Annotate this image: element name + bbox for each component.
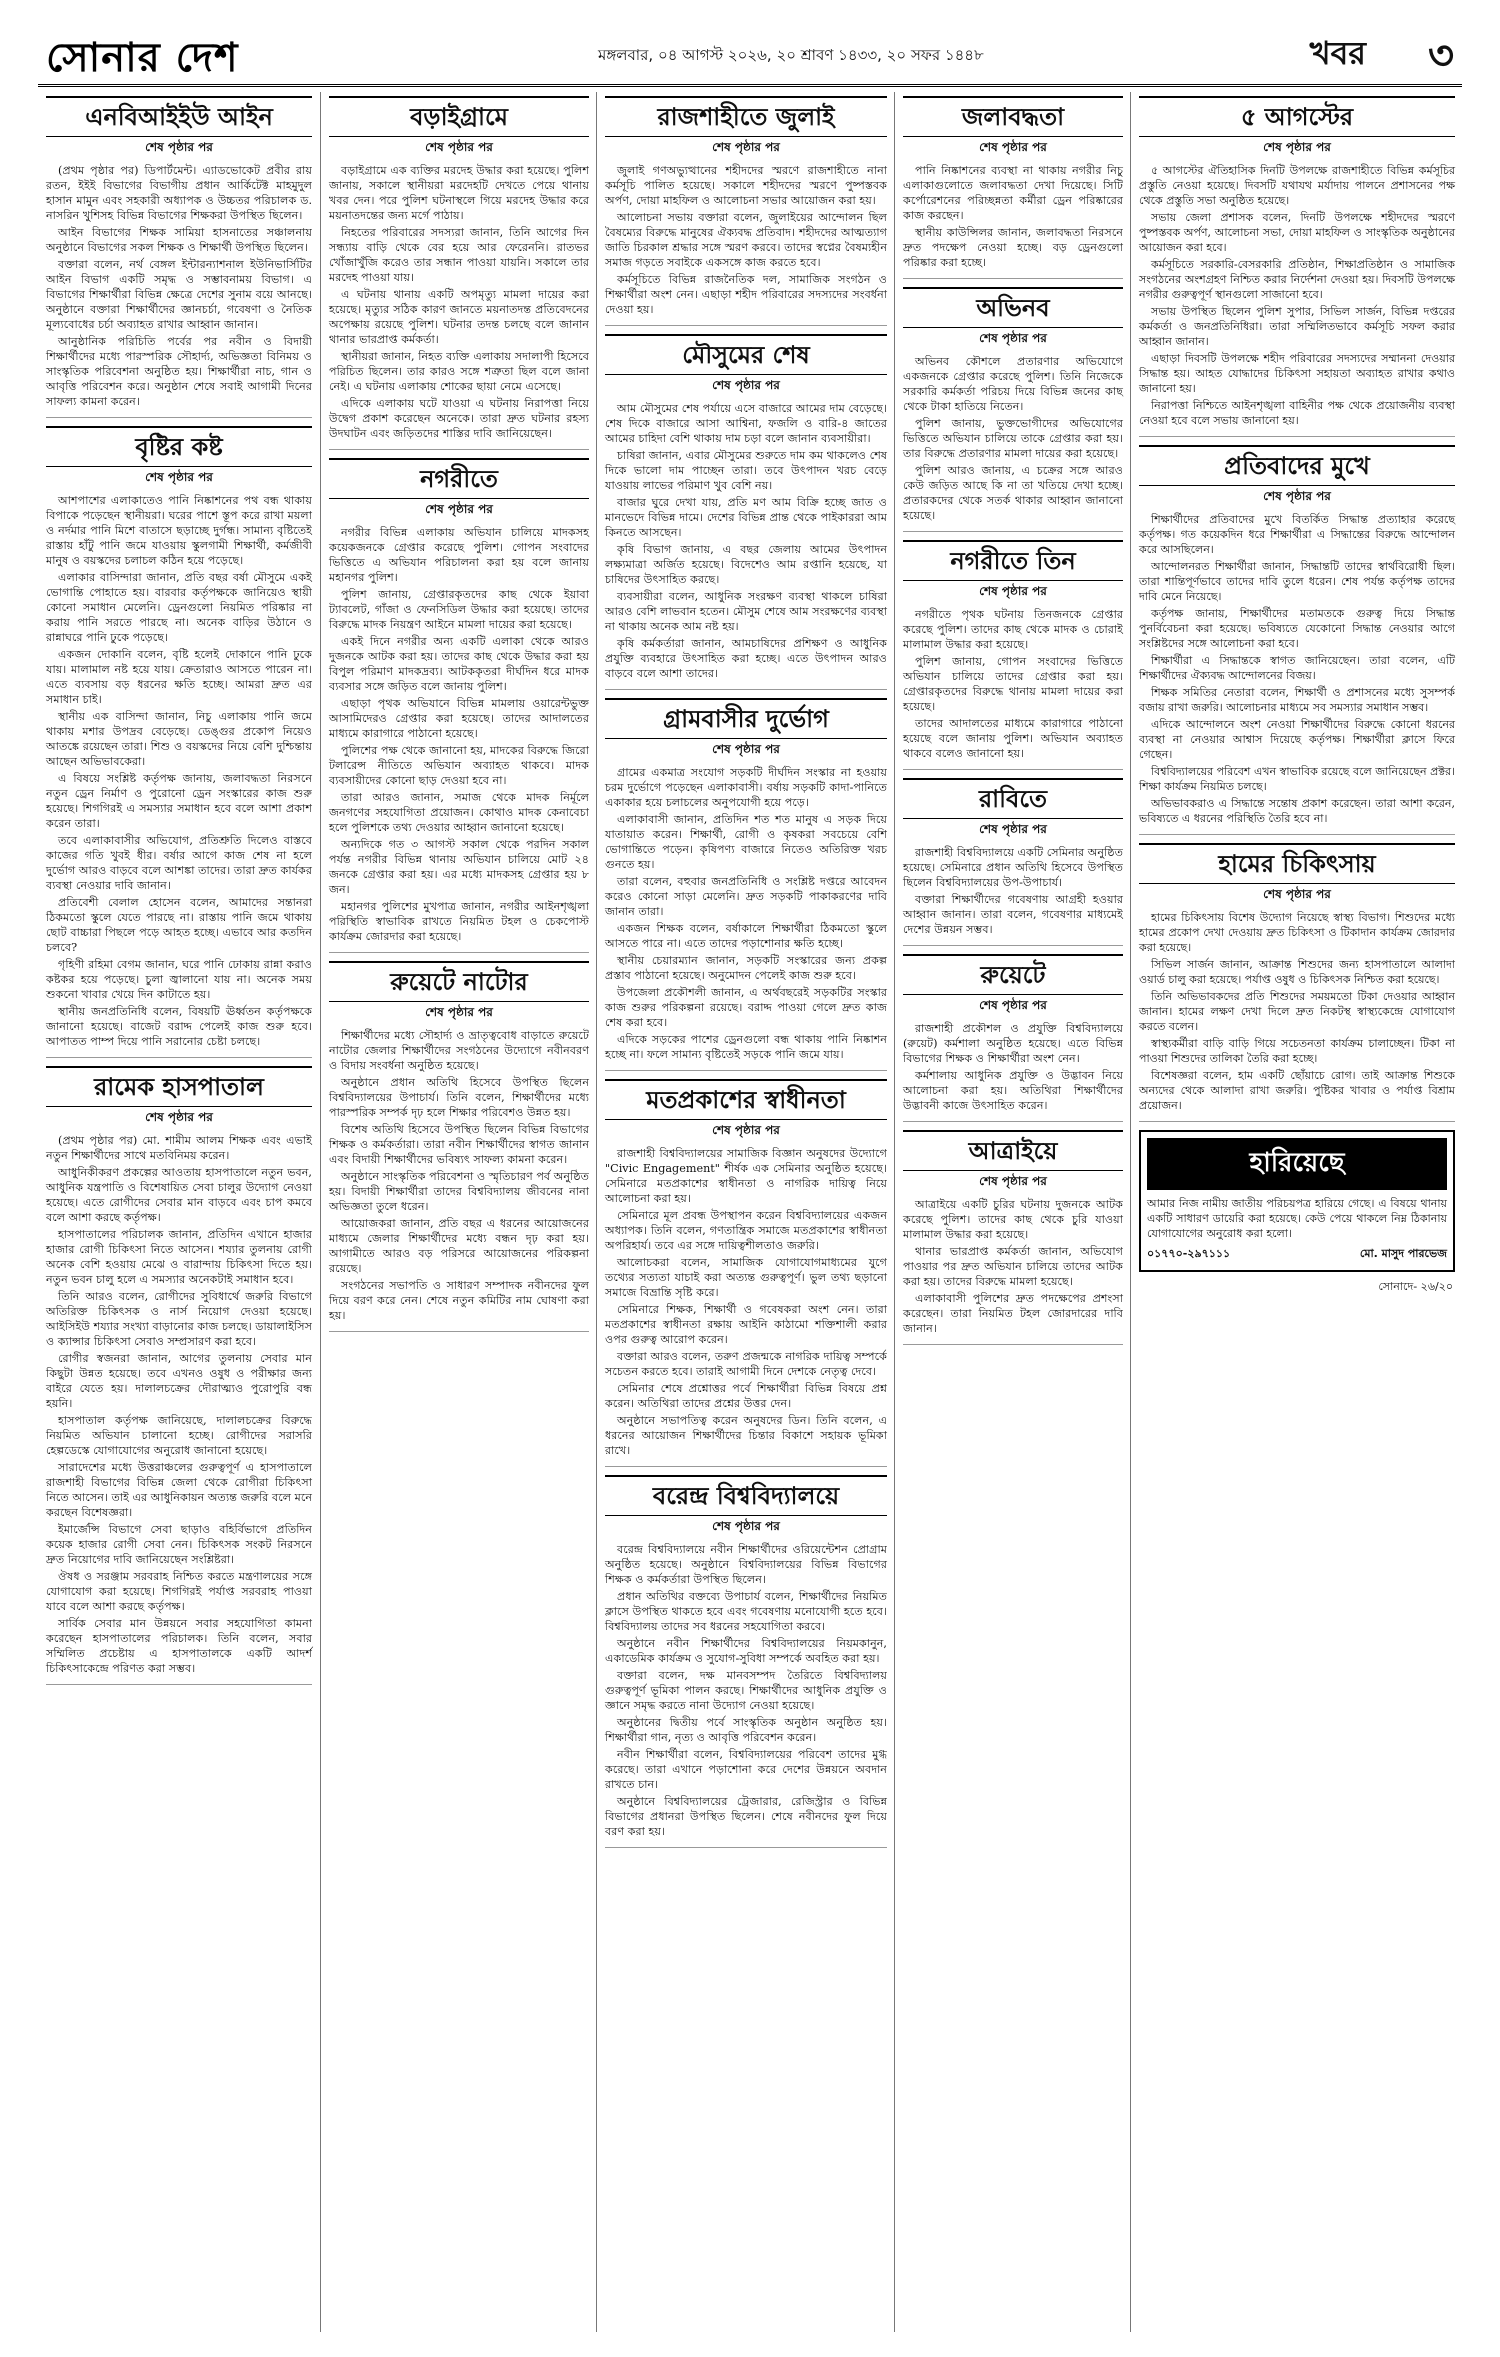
article-body <box>46 1133 312 1676</box>
article-headline: গ্রামবাসীর দুর্ভোগ <box>605 698 887 739</box>
ad-code: সোনাদে- ২৬/২০ <box>1378 1280 1453 1293</box>
continued-label: শেষ পৃষ্ঠার পর <box>145 140 213 154</box>
page-number: ৩ <box>1427 32 1454 79</box>
article-paragraph: বিশেষজ্ঞরা বলেন, হাম একটি ছোঁয়াচে রোগ। তাই আক্রান্ত শিশুকে অন্যদের থেকে আলাদা রাখা জরুরি। পুষ্টিকর খাবার ও পর্যাপ্ত বিশ্রাম প্রয়োজন। <box>1139 1069 1455 1112</box>
continued-label: শেষ পৃষ্ঠার পর <box>425 140 493 154</box>
article-paragraph: তারা বলেন, বহুবার জনপ্রতিনিধি ও সংশ্লিষ্ট দপ্তরে আবেদন করেও কোনো সাড়া মেলেনি। দ্রুত সড়কটি পাকাকরণের দাবি জানান তারা। <box>605 875 887 918</box>
article-paragraph: স্থানীয় চেয়ারম্যান জানান, সড়কটি সংস্কারের জন্য প্রকল্প প্রস্তাব পাঠানো হয়েছে। অনুমোদন পেলেই কাজ শুরু হবে। <box>605 954 887 982</box>
dateline: মঙ্গলবার, ০৪ আগস্ট ২০২৬, ২০ শ্রাবণ ১৪৩৩, ২০ সফর ১৪৪৮ <box>598 46 984 64</box>
article-paragraph: রোগীর স্বজনরা জানান, আগের তুলনায় সেবার মান কিছুটা উন্নত হয়েছে। তবে এখনও ওষুধ ও পরীক্ষার জন্য বাইরে যেতে হয়। দালালচক্রের দৌরাত্ম্যও পুরোপুরি বন্ধ হয়নি। <box>46 1352 312 1410</box>
article <box>46 426 312 1058</box>
continued-label: শেষ পৃষ্ঠার পর <box>425 502 493 516</box>
article-paragraph: শিক্ষার্থীদের মধ্যে সৌহার্দ্য ও ভ্রাতৃত্ববোধ বাড়াতে রুয়েটে নাটোর জেলার শিক্ষার্থীদের সংগঠনের উদ্যোগে নবীনবরণ ও বিদায় সংবর্ধনা অনুষ্ঠিত হয়েছে। <box>329 1029 589 1072</box>
continued-label: শেষ পৃষ্ঠার পর <box>1263 887 1331 901</box>
article-paragraph: হাসপাতাল কর্তৃপক্ষ জানিয়েছে, দালালচক্রের বিরুদ্ধে নিয়মিত অভিযান চালানো হচ্ছে। রোগীদের সরাসরি হেল্পডেস্কে যোগাযোগের অনুরোধ জানানো হয়েছে। <box>46 1414 312 1457</box>
article-paragraph: স্থানীয় জনপ্রতিনিধি বলেন, বিষয়টি ঊর্ধ্বতন কর্তৃপক্ষকে জানানো হয়েছে। বাজেট বরাদ্দ পেলেই কাজ শুরু হবে। আপাতত পাম্প দিয়ে পানি সরানোর চেষ্টা চলছে। <box>46 1005 312 1048</box>
article <box>903 96 1123 279</box>
article-paragraph: একই দিনে নগরীর অন্য একটি এলাকা থেকে আরও দুজনকে আটক করা হয়। তাদের কাছ থেকে উদ্ধার করা হয় বিপুল পরিমাণ মাদকদ্রব্য। আটককৃতরা দীর্ঘদিন ধরে মাদক ব্যবসার সঙ্গে জড়িত বলে জানায় পুলিশ। <box>329 635 589 693</box>
article <box>903 1130 1123 1345</box>
article <box>605 1079 887 1467</box>
article-paragraph: নিহতের পরিবারের সদস্যরা জানান, তিনি আগের দিন সন্ধ্যায় বাড়ি থেকে বের হয়ে আর ফেরেননি। রাতভর খোঁজাখুঁজি করেও তার সন্ধান পাওয়া যায়নি। সকালে তার মরদেহ পাওয়া যায়। <box>329 226 589 284</box>
article-paragraph: কৃষি বিভাগ জানায়, এ বছর জেলায় আমের উৎপাদন লক্ষ্যমাত্রা অর্জিত হয়েছে। বিদেশেও আম রপ্তানি হয়েছে, যা চাষিদের উৎসাহিত করছে। <box>605 543 887 586</box>
article-paragraph: এদিকে আন্দোলনে অংশ নেওয়া শিক্ষার্থীদের বিরুদ্ধে কোনো ধরনের ব্যবস্থা না নেওয়ার আশ্বাস দিয়েছে কর্তৃপক্ষ। শিক্ষার্থীরা ক্লাসে ফিরে গেছেন। <box>1139 718 1455 761</box>
article-paragraph: অনুষ্ঠানে সভাপতিত্ব করেন অনুষদের ডিন। তিনি বলেন, এ ধরনের আয়োজন শিক্ষার্থীদের চিন্তার বিকাশে সহায়ক ভূমিকা রাখে। <box>605 1414 887 1457</box>
continued-label: শেষ পৃষ্ঠার পর <box>712 1519 780 1533</box>
article-paragraph: আধুনিকীকরণ প্রকল্পের আওতায় হাসপাতালে নতুন ভবন, আধুনিক যন্ত্রপাতি ও বিশেষায়িত সেবা চালুর উদ্যোগ নেওয়া হয়েছে। এতে রোগীদের সেবার মান বাড়বে এবং চাপ কমবে বলে আশা করছে কর্তৃপক্ষ। <box>46 1166 312 1224</box>
article <box>903 540 1123 770</box>
article-paragraph: অভিভাবকরাও এ সিদ্ধান্তে সন্তোষ প্রকাশ করেছেন। তারা আশা করেন, ভবিষ্যতে এ ধরনের পরিস্থিতি তৈরি হবে না। <box>1139 797 1455 825</box>
article-body <box>329 525 589 944</box>
article-body <box>605 401 887 681</box>
article-paragraph: এলাকাবাসী পুলিশের দ্রুত পদক্ষেপের প্রশংসা করেছেন। তারা নিয়মিত টহল জোরদারের দাবি জানান। <box>903 1292 1123 1335</box>
article-headline: রাজশাহীতে জুলাই <box>605 96 887 137</box>
article-paragraph: স্থানীয় কাউন্সিলর জানান, জলাবদ্ধতা নিরসনে দ্রুত পদক্ষেপ নেওয়া হচ্ছে। বড় ড্রেনগুলো পরিষ্কার করা হচ্ছে। <box>903 226 1123 269</box>
continued-label: শেষ পৃষ্ঠার পর <box>979 584 1047 598</box>
article-paragraph: একজন শিক্ষক বলেন, বর্ষাকালে শিক্ষার্থীরা ঠিকমতো স্কুলে আসতে পারে না। এতে তাদের পড়াশোনার ক্ষতি হচ্ছে। <box>605 922 887 950</box>
article-paragraph: স্থানীয়রা জানান, নিহত ব্যক্তি এলাকায় সদালাপী হিসেবে পরিচিত ছিলেন। তার কারও সঙ্গে শত্রুতা ছিল বলে জানা নেই। এ ঘটনায় এলাকায় শোকের ছায়া নেমে এসেছে। <box>329 350 589 393</box>
article-paragraph: কৃষি কর্মকর্তারা জানান, আমচাষিদের প্রশিক্ষণ ও আধুনিক প্রযুক্তি ব্যবহারে উৎসাহিত করা হচ্ছে। এতে উৎপাদন আরও বাড়বে বলে আশা তাদের। <box>605 637 887 680</box>
article-headline: আত্রাইয়ে <box>903 1130 1123 1171</box>
article-paragraph: গৃহিণী রহিমা বেগম জানান, ঘরে পানি ঢোকায় রান্না করাও কষ্টকর হয়ে পড়েছে। চুলা জ্বালানো যায় না। অনেক সময় শুকনো খাবার খেয়ে দিন কাটাতে হয়। <box>46 958 312 1001</box>
article-paragraph: রাজশাহী প্রকৌশল ও প্রযুক্তি বিশ্ববিদ্যালয়ে (রুয়েট) কর্মশালা অনুষ্ঠিত হয়েছে। এতে বিভিন্ন বিভাগের শিক্ষক ও শিক্ষার্থীরা অংশ নেন। <box>903 1022 1123 1065</box>
article-paragraph: পুলিশ আরও জানায়, এ চক্রের সঙ্গে আরও কেউ জড়িত আছে কি না তা খতিয়ে দেখা হচ্ছে। প্রতারকদের থেকে সতর্ক থাকার আহ্বান জানানো হয়েছে। <box>903 464 1123 522</box>
article-paragraph: শিক্ষার্থীরা এ সিদ্ধান্তকে স্বাগত জানিয়েছেন। তারা বলেন, এটি শিক্ষার্থীদের ঐক্যবদ্ধ আন্দোলনের বিজয়। <box>1139 654 1455 682</box>
article-body <box>1139 910 1455 1113</box>
article-body <box>903 845 1123 937</box>
article-paragraph: রাজশাহী বিশ্ববিদ্যালয়ে একটি সেমিনার অনুষ্ঠিত হয়েছে। সেমিনারে প্রধান অতিথি হিসেবে উপস্থিত ছিলেন বিশ্ববিদ্যালয়ের উপ-উপাচার্য। <box>903 846 1123 889</box>
lost-notice-phone: ০১৭৭০-২৯৭১১১ <box>1147 1247 1231 1260</box>
article-paragraph: সংগঠনের সভাপতি ও সাধারণ সম্পাদক নবীনদের ফুল দিয়ে বরণ করে নেন। শেষে নতুন কমিটির নাম ঘোষণা করা হয়। <box>329 1279 589 1322</box>
article-paragraph: আলোচকরা বলেন, সামাজিক যোগাযোগমাধ্যমের যুগে তথ্যের সত্যতা যাচাই করা অত্যন্ত গুরুত্বপূর্ণ। ভুল তথ্য ছড়ানো সমাজে বিভ্রান্তি সৃষ্টি করে। <box>605 1256 887 1299</box>
continued-label: শেষ পৃষ্ঠার পর <box>712 1123 780 1137</box>
article-paragraph: পুলিশের পক্ষ থেকে জানানো হয়, মাদকের বিরুদ্ধে জিরো টলারেন্স নীতিতে অভিযান অব্যাহত থাকবে। মাদক ব্যবসায়ীদের কোনো ছাড় দেওয়া হবে না। <box>329 744 589 787</box>
article-headline: মতপ্রকাশের স্বাধীনতা <box>605 1079 887 1120</box>
article-paragraph: বক্তারা আরও বলেন, তরুণ প্রজন্মকে নাগরিক দায়িত্ব সম্পর্কে সচেতন করতে হবে। তারাই আগামী দিনে দেশকে নেতৃত্ব দেবে। <box>605 1350 887 1378</box>
article-paragraph: আনুষ্ঠানিক পরিচিতি পর্বের পর নবীন ও বিদায়ী শিক্ষার্থীদের মধ্যে পারস্পরিক সৌহার্দ্য, অভিজ্ঞতা বিনিময় ও সাংস্কৃতিক পরিবেশনা অনুষ্ঠিত হয়। শিক্ষার্থীরা নাচ, গান ও আবৃত্তি পরিবেশন করে। অনুষ্ঠান শেষে সবাই আগামী দিনের সাফল্য কামনা করেন। <box>46 335 312 408</box>
column-1 <box>38 92 320 2332</box>
article-headline: মৌসুমের শেষ <box>605 334 887 375</box>
article <box>329 96 589 450</box>
lost-notice <box>1139 1130 1455 1272</box>
article-paragraph: বিশ্ববিদ্যালয়ের পরিবেশ এখন স্বাভাবিক রয়েছে বলে জানিয়েছেন প্রক্টর। শিক্ষা কার্যক্রম নিয়মিত চলছে। <box>1139 765 1455 793</box>
article <box>605 96 887 326</box>
article-paragraph: সিভিল সার্জন জানান, আক্রান্ত শিশুদের জন্য হাসপাতালে আলাদা ওয়ার্ড চালু করা হয়েছে। পর্যাপ্ত ওষুধ ও চিকিৎসক নিশ্চিত করা হয়েছে। <box>1139 958 1455 986</box>
column-5 <box>1130 92 1463 2332</box>
article-headline: নগরীতে <box>329 458 589 499</box>
article-paragraph: তিনি অভিভাবকদের প্রতি শিশুদের সময়মতো টিকা দেওয়ার আহ্বান জানান। হামের লক্ষণ দেখা দিলে দ্রুত নিকটস্থ স্বাস্থ্যকেন্দ্রে যোগাযোগ করতে বলেন। <box>1139 990 1455 1033</box>
continued-label: শেষ পৃষ্ঠার পর <box>1263 489 1331 503</box>
article-paragraph: অন্যদিকে গত ৩ আগস্ট সকাল থেকে পরদিন সকাল পর্যন্ত নগরীর বিভিন্ন থানায় অভিযান চালিয়ে মোট ২৪ জনকে গ্রেপ্তার করা হয়। এর মধ্যে মাদকসহ গ্রেপ্তার হয় ৮ জন। <box>329 838 589 896</box>
article-paragraph: থানার ভারপ্রাপ্ত কর্মকর্তা জানান, অভিযোগ পাওয়ার পর দ্রুত অভিযান চালিয়ে তাদের আটক করা হয়। তাদের বিরুদ্ধে মামলা হয়েছে। <box>903 1245 1123 1288</box>
lost-notice-text: আমার নিজ নামীয় জাতীয় পরিচয়পত্র হারিয়ে গেছে। এ বিষয়ে থানায় একটি সাধারণ ডায়েরি করা হয়েছে। কেউ পেয়ে থাকলে নিম্ন ঠিকানায় যোগাযোগের অনুরোধ করা হলো। <box>1147 1197 1447 1240</box>
article-body <box>903 607 1123 761</box>
article-paragraph: সভায় জেলা প্রশাসক বলেন, দিনটি উপলক্ষে শহীদদের স্মরণে পুষ্পস্তবক অর্পণ, আলোচনা সভা, দোয়া মাহফিল ও সাংস্কৃতিক অনুষ্ঠানের আয়োজন করা হবে। <box>1139 211 1455 254</box>
continued-label: শেষ পৃষ্ঠার পর <box>145 470 213 484</box>
article-paragraph: (প্রথম পৃষ্ঠার পর) ডিপার্টমেন্ট। এ্যাডভোকেট প্রবীর রায় রতন, ইইই বিভাগের বিভাগীয় প্রধান আর্কিটেক্ট মাহমুদুল হাসান মামুন এবং সহকারী অধ্যাপক ও উচ্চতর পরিচালক ড. নাসরিন খুশিসহ বিভিন্ন বিভাগের শিক্ষকরা উপস্থিত ছিলেন। <box>46 164 312 222</box>
article-paragraph: বক্তারা বলেন, নর্থ বেঙ্গল ইন্টারন্যাশনাল ইউনিভার্সিটির আইন বিভাগ একটি সমৃদ্ধ ও সম্ভাবনাময় বিভাগ। এ বিভাগের শিক্ষার্থীরা বিভিন্ন ক্ষেত্রে দেশের সুনাম বয়ে আনছে। অনুষ্ঠানে বক্তারা শিক্ষার্থীদের জ্ঞানচর্চা, গবেষণা ও নৈতিক মূল্যবোধের চর্চা অব্যাহত রাখার আহ্বান জানান। <box>46 258 312 331</box>
article-paragraph: স্থানীয় এক বাসিন্দা জানান, নিচু এলাকায় পানি জমে থাকায় মশার উপদ্রব বেড়েছে। ডেঙ্গুর প্রকোপ নিয়েও আতঙ্কে রয়েছেন তারা। শিশু ও বয়স্কদের নিয়ে বেশি দুশ্চিন্তায় আছেন অভিভাবকেরা। <box>46 710 312 768</box>
article-paragraph: হাসপাতালের পরিচালক জানান, প্রতিদিন এখানে হাজার হাজার রোগী চিকিৎসা নিতে আসেন। শয্যার তুলনায় রোগী অনেক বেশি হওয়ায় মেঝে ও বারান্দায় চিকিৎসা দিতে হয়। নতুন ভবন চালু হলে এ সমস্যার অনেকটাই সমাধান হবে। <box>46 1228 312 1286</box>
article-paragraph: কর্তৃপক্ষ জানায়, শিক্ষার্থীদের মতামতকে গুরুত্ব দিয়ে সিদ্ধান্ত পুনর্বিবেচনা করা হয়েছে। ভবিষ্যতে যেকোনো সিদ্ধান্ত নেওয়ার আগে সংশ্লিষ্টদের সঙ্গে আলোচনা করা হবে। <box>1139 607 1455 650</box>
column-4 <box>894 92 1131 2332</box>
article-paragraph: নগরীর বিভিন্ন এলাকায় অভিযান চালিয়ে মাদকসহ কয়েকজনকে গ্রেপ্তার করেছে পুলিশ। গোপন সংবাদের ভিত্তিতে এ অভিযান পরিচালনা করা হয় বলে জানায় মহানগর পুলিশ। <box>329 526 589 584</box>
article-paragraph: একজন দোকানি বলেন, বৃষ্টি হলেই দোকানে পানি ঢুকে যায়। মালামাল নষ্ট হয়ে যায়। ক্রেতারাও আসতে পারেন না। এতে ব্যবসায় বড় ধরনের ক্ষতি হচ্ছে। আমরা দ্রুত এর সমাধান চাই। <box>46 648 312 706</box>
article-paragraph: নিরাপত্তা নিশ্চিতে আইনশৃঙ্খলা বাহিনীর পক্ষ থেকে প্রয়োজনীয় ব্যবস্থা নেওয়া হবে বলে সভায় জানানো হয়। <box>1139 399 1455 427</box>
article-paragraph: ইমার্জেন্সি বিভাগে সেবা ছাড়াও বহির্বিভাগে প্রতিদিন কয়েক হাজার রোগী সেবা নেন। চিকিৎসক সংকট নিরসনে দ্রুত নিয়োগের দাবি জানিয়েছেন সংশ্লিষ্টরা। <box>46 1523 312 1566</box>
article-headline: বৃষ্টির কষ্ট <box>46 426 312 467</box>
article-headline: এনবিআইইউ আইন <box>46 96 312 137</box>
article-paragraph: ৫ আগস্টের ঐতিহাসিক দিনটি উপলক্ষে রাজশাহীতে বিভিন্ন কর্মসূচির প্রস্তুতি নেওয়া হয়েছে। দিবসটি যথাযথ মর্যাদায় পালনে প্রশাসনের পক্ষ থেকে প্রস্তুতি সভা অনুষ্ঠিত হয়েছে। <box>1139 164 1455 207</box>
article-body <box>46 493 312 1049</box>
article-paragraph: আলোচনা সভায় বক্তারা বলেন, জুলাইয়ের আন্দোলন ছিল বৈষম্যের বিরুদ্ধে মানুষের ঐক্যবদ্ধ প্রতিবাদ। শহীদদের আত্মত্যাগ জাতি চিরকাল শ্রদ্ধার সঙ্গে স্মরণ করবে। তাদের স্বপ্নের বৈষম্যহীন সমাজ গড়তে সবাইকে একসঙ্গে কাজ করতে হবে। <box>605 211 887 269</box>
section-name: খবর <box>1309 34 1366 72</box>
article-headline: রাবিতে <box>903 778 1123 819</box>
continued-label: শেষ পৃষ্ঠার পর <box>1263 140 1331 154</box>
article-paragraph: বক্তারা শিক্ষার্থীদের গবেষণায় আগ্রহী হওয়ার আহ্বান জানান। তারা বলেন, গবেষণার মাধ্যমেই দেশের উন্নয়ন সম্ভব। <box>903 893 1123 936</box>
article-paragraph: অনুষ্ঠানে সাংস্কৃতিক পরিবেশনা ও স্মৃতিচারণ পর্ব অনুষ্ঠিত হয়। বিদায়ী শিক্ষার্থীরা তাদের বিশ্ববিদ্যালয় জীবনের নানা অভিজ্ঞতা তুলে ধরেন। <box>329 1170 589 1213</box>
article-paragraph: নগরীতে পৃথক ঘটনায় তিনজনকে গ্রেপ্তার করেছে পুলিশ। তাদের কাছ থেকে মাদক ও চোরাই মালামাল উদ্ধার করা হয়েছে। <box>903 608 1123 651</box>
masthead-rule <box>38 84 1462 87</box>
lost-notice-name: মো. মাসুদ পারভেজ <box>1359 1247 1447 1260</box>
article-paragraph: আত্রাইয়ে একটি চুরির ঘটনায় দুজনকে আটক করেছে পুলিশ। তাদের কাছ থেকে চুরি যাওয়া মালামাল উদ্ধার করা হয়েছে। <box>903 1198 1123 1241</box>
article-paragraph: বক্তারা বলেন, দক্ষ মানবসম্পদ তৈরিতে বিশ্ববিদ্যালয় গুরুত্বপূর্ণ ভূমিকা পালন করছে। শিক্ষার্থীদের আধুনিক প্রযুক্তি ও জ্ঞানে সমৃদ্ধ করতে নানা উদ্যোগ নেওয়া হয়েছে। <box>605 1669 887 1712</box>
continued-label: শেষ পৃষ্ঠার পর <box>979 998 1047 1012</box>
article-paragraph: অনুষ্ঠানে প্রধান অতিথি হিসেবে উপস্থিত ছিলেন বিশ্ববিদ্যালয়ের উপাচার্য। তিনি বলেন, শিক্ষার্থীদের মধ্যে পারস্পরিক সম্পর্ক দৃঢ় হলে শিক্ষার পরিবেশও উন্নত হয়। <box>329 1076 589 1119</box>
newspaper-logo: সোনার দেশ <box>46 34 239 81</box>
article-paragraph: এ বিষয়ে সংশ্লিষ্ট কর্তৃপক্ষ জানায়, জলাবদ্ধতা নিরসনে নতুন ড্রেন নির্মাণ ও পুরোনো ড্রেন সংস্কারের কাজ শুরু হয়েছে। শিগগিরই এ সমস্যার সমাধান হবে বলে আশা প্রকাশ করেন তারা। <box>46 772 312 830</box>
article-body <box>903 1197 1123 1336</box>
article-headline: নগরীতে তিন <box>903 540 1123 581</box>
lost-notice-title: হারিয়েছে <box>1147 1138 1447 1190</box>
article-paragraph: অনুষ্ঠানে বিশ্ববিদ্যালয়ের ট্রেজারার, রেজিস্ট্রার ও বিভিন্ন বিভাগের প্রধানরা উপস্থিত ছিলেন। শেষে নবীনদের ফুল দিয়ে বরণ করা হয়। <box>605 1795 887 1838</box>
article-paragraph: এছাড়া দিবসটি উপলক্ষে শহীদ পরিবারের সদস্যদের সম্মাননা দেওয়ার সিদ্ধান্ত হয়। আহত যোদ্ধাদের চিকিৎসা সহায়তা অব্যাহত রাখার কথাও জানানো হয়। <box>1139 352 1455 395</box>
article-paragraph: কর্মসূচিতে বিভিন্ন রাজনৈতিক দল, সামাজিক সংগঠন ও শিক্ষার্থীরা অংশ নেন। এছাড়া শহীদ পরিবারের সদস্যদের সংবর্ধনা দেওয়া হয়। <box>605 273 887 316</box>
article-paragraph: ঔষধ ও সরঞ্জাম সরবরাহ নিশ্চিত করতে মন্ত্রণালয়ের সঙ্গে যোগাযোগ করা হয়েছে। শিগগিরই পর্যাপ্ত সরবরাহ পাওয়া যাবে বলে আশা করছে কর্তৃপক্ষ। <box>46 1570 312 1613</box>
article <box>903 778 1123 946</box>
article-paragraph: আইন বিভাগের শিক্ষক সামিয়া হাসনাতের সঞ্চালনায় অনুষ্ঠানে বিভাগের সকল শিক্ষক ও শিক্ষার্থী উপস্থিত ছিলেন। <box>46 226 312 254</box>
article-body <box>329 163 589 441</box>
article-headline: প্রতিবাদের মুখে <box>1139 445 1455 486</box>
article-paragraph: পুলিশ জানায়, গ্রেপ্তারকৃতদের কাছ থেকে ইয়াবা ট্যাবলেট, গাঁজা ও ফেনসিডিল উদ্ধার করা হয়েছে। তাদের বিরুদ্ধে মাদক নিয়ন্ত্রণ আইনে মামলা দায়ের করা হয়েছে। <box>329 588 589 631</box>
article <box>605 334 887 690</box>
article <box>605 1475 887 1848</box>
article-paragraph: এলাকাবাসী জানান, প্রতিদিন শত শত মানুষ এ সড়ক দিয়ে যাতায়াত করেন। শিক্ষার্থী, রোগী ও কৃষকরা সবচেয়ে বেশি ভোগান্তিতে পড়েন। কৃষিপণ্য বাজারে নিতেও অতিরিক্ত খরচ গুনতে হয়। <box>605 813 887 871</box>
article-paragraph: স্বাস্থ্যকর্মীরা বাড়ি বাড়ি গিয়ে সচেতনতা কার্যক্রম চালাচ্ছেন। টিকা না পাওয়া শিশুদের তালিকা তৈরি করা হচ্ছে। <box>1139 1037 1455 1065</box>
continued-label: শেষ পৃষ্ঠার পর <box>979 822 1047 836</box>
article-body <box>1139 163 1455 428</box>
article-body <box>329 1028 589 1323</box>
article-paragraph: সেমিনার শেষে প্রশ্নোত্তর পর্বে শিক্ষার্থীরা বিভিন্ন বিষয়ে প্রশ্ন করেন। অতিথিরা তাদের প্রশ্নের উত্তর দেন। <box>605 1382 887 1410</box>
continued-label: শেষ পৃষ্ঠার পর <box>979 140 1047 154</box>
article-paragraph: এদিকে সড়কের পাশের ড্রেনগুলো বন্ধ থাকায় পানি নিষ্কাশন হচ্ছে না। ফলে সামান্য বৃষ্টিতেই সড়কে পানি জমে যায়। <box>605 1033 887 1061</box>
masthead <box>38 24 1462 82</box>
article <box>903 954 1123 1122</box>
article-paragraph: হামের চিকিৎসায় বিশেষ উদ্যোগ নিয়েছে স্বাস্থ্য বিভাগ। শিশুদের মধ্যে হামের প্রকোপ দেখা দেওয়ায় দ্রুত চিকিৎসা ও টিকাদান কার্যক্রম জোরদার করা হয়েছে। <box>1139 911 1455 954</box>
article-paragraph: তারা আরও জানান, সমাজ থেকে মাদক নির্মূলে জনগণের সহযোগিতা প্রয়োজন। কোথাও মাদক কেনাবেচা হলে পুলিশকে তথ্য দেওয়ার আহ্বান জানানো হয়েছে। <box>329 791 589 834</box>
article <box>605 698 887 1071</box>
article-headline: রুয়েটে নাটোর <box>329 961 589 1002</box>
article-paragraph: তবে এলাকাবাসীর অভিযোগ, প্রতিশ্রুতি দিলেও বাস্তবে কাজের গতি খুবই ধীর। বর্ষার আগে কাজ শেষ না হলে দুর্ভোগ আরও বাড়বে বলে আশঙ্কা তাদের। তারা দ্রুত কার্যকর ব্যবস্থা নেওয়ার দাবি জানান। <box>46 834 312 892</box>
article-paragraph: পুলিশ জানায়, ভুক্তভোগীদের অভিযোগের ভিত্তিতে অভিযান চালিয়ে তাকে গ্রেপ্তার করা হয়। তার বিরুদ্ধে প্রতারণার মামলা দায়ের করা হয়েছে। <box>903 417 1123 460</box>
article-paragraph: সভায় উপস্থিত ছিলেন পুলিশ সুপার, সিভিল সার্জন, বিভিন্ন দপ্তরের কর্মকর্তা ও জনপ্রতিনিধিরা। তারা সম্মিলিতভাবে কর্মসূচি সফল করার আহ্বান জানান। <box>1139 305 1455 348</box>
page-columns <box>38 92 1462 2332</box>
article-paragraph: বরেন্দ্র বিশ্ববিদ্যালয়ে নবীন শিক্ষার্থীদের ওরিয়েন্টেশন প্রোগ্রাম অনুষ্ঠিত হয়েছে। অনুষ্ঠানে বিশ্ববিদ্যালয়ের বিভিন্ন বিভাগের শিক্ষক ও কর্মকর্তারা উপস্থিত ছিলেন। <box>605 1543 887 1586</box>
article-paragraph: মহানগর পুলিশের মুখপাত্র জানান, নগরীর আইনশৃঙ্খলা পরিস্থিতি স্বাভাবিক রাখতে নিয়মিত টহল ও চেকপোস্ট কার্যক্রম জোরদার করা হয়েছে। <box>329 900 589 943</box>
article-paragraph: বিশেষ অতিথি হিসেবে উপস্থিত ছিলেন বিভিন্ন বিভাগের শিক্ষক ও কর্মকর্তারা। তারা নবীন শিক্ষার্থীদের স্বাগত জানান এবং বিদায়ী শিক্ষার্থীদের ভবিষ্যৎ সাফল্য কামনা করেন। <box>329 1123 589 1166</box>
article-paragraph: শিক্ষার্থীদের প্রতিবাদের মুখে বিতর্কিত সিদ্ধান্ত প্রত্যাহার করেছে কর্তৃপক্ষ। গত কয়েকদিন ধরে শিক্ষার্থীরা এ সিদ্ধান্তের বিরুদ্ধে আন্দোলন করে আসছিলেন। <box>1139 513 1455 556</box>
article-paragraph: এদিকে এলাকায় ঘটে যাওয়া এ ঘটনায় নিরাপত্তা নিয়ে উদ্বেগ প্রকাশ করেছেন অনেকে। তারা দ্রুত ঘটনার রহস্য উদঘাটন এবং জড়িতদের শাস্তির দাবি জানিয়েছেন। <box>329 397 589 440</box>
article-paragraph: সারাদেশের মধ্যে উত্তরাঞ্চলের গুরুত্বপূর্ণ এ হাসপাতালে রাজশাহী বিভাগের বিভিন্ন জেলা থেকে রোগীরা চিকিৎসা নিতে আসেন। তাই এর আধুনিকায়ন অত্যন্ত জরুরি বলে মনে করছেন বিশেষজ্ঞরা। <box>46 1461 312 1519</box>
article-paragraph: জুলাই গণঅভ্যুত্থানের শহীদদের স্মরণে রাজশাহীতে নানা কর্মসূচি পালিত হয়েছে। সকালে শহীদদের স্মরণে পুষ্পস্তবক অর্পণ, দোয়া মাহফিল ও আলোচনা সভার আয়োজন করা হয়। <box>605 164 887 207</box>
continued-label: শেষ পৃষ্ঠার পর <box>712 742 780 756</box>
article <box>329 961 589 1332</box>
column-2 <box>320 92 597 2332</box>
article-headline: হামের চিকিৎসায় <box>1139 843 1455 884</box>
continued-label: শেষ পৃষ্ঠার পর <box>712 378 780 392</box>
article <box>46 1066 312 1685</box>
article-body <box>46 163 312 409</box>
article-paragraph: অনুষ্ঠানের দ্বিতীয় পর্বে সাংস্কৃতিক অনুষ্ঠান অনুষ্ঠিত হয়। শিক্ষার্থীরা গান, নৃত্য ও আবৃত্তি পরিবেশন করেন। <box>605 1716 887 1744</box>
lost-notice-footer <box>1147 1245 1447 1264</box>
article-paragraph: শিক্ষক সমিতির নেতারা বলেন, শিক্ষার্থী ও প্রশাসনের মধ্যে সুসম্পর্ক বজায় রাখা জরুরি। আলোচনার মাধ্যমে সব সমস্যার সমাধান সম্ভব। <box>1139 686 1455 714</box>
article-paragraph: ব্যবসায়ীরা বলেন, আধুনিক সংরক্ষণ ব্যবস্থা থাকলে চাষিরা আরও বেশি লাভবান হতেন। মৌসুম শেষে আম সংরক্ষণের ব্যবস্থা না থাকায় অনেক আম নষ্ট হয়। <box>605 590 887 633</box>
article-paragraph: নবীন শিক্ষার্থীরা বলেন, বিশ্ববিদ্যালয়ের পরিবেশ তাদের মুগ্ধ করেছে। তারা এখানে পড়াশোনা করে দেশের উন্নয়নে অবদান রাখতে চান। <box>605 1748 887 1791</box>
column-3 <box>596 92 895 2332</box>
article-paragraph: প্রতিবেশী বেলাল হোসেন বলেন, আমাদের সন্তানরা ঠিকমতো স্কুলে যেতে পারছে না। রাস্তায় পানি জমে থাকায় ছোট বাচ্চারা পিছলে পড়ে আহত হচ্ছে। এভাবে আর কতদিন চলবে? <box>46 896 312 954</box>
article <box>46 96 312 418</box>
article-paragraph: কর্মশালায় আধুনিক প্রযুক্তি ও উদ্ভাবন নিয়ে আলোচনা করা হয়। অতিথিরা শিক্ষার্থীদের উদ্ভাবনী কাজে উৎসাহিত করেন। <box>903 1069 1123 1112</box>
article <box>903 287 1123 532</box>
continued-label: শেষ পৃষ্ঠার পর <box>712 140 780 154</box>
article-body <box>903 163 1123 270</box>
article-paragraph: বড়াইগ্রামে এক ব্যক্তির মরদেহ উদ্ধার করা হয়েছে। পুলিশ জানায়, সকালে স্থানীয়রা মরদেহটি দেখতে পেয়ে থানায় খবর দেন। পরে পুলিশ ঘটনাস্থলে গিয়ে মরদেহ উদ্ধার করে ময়নাতদন্তের জন্য মর্গে পাঠায়। <box>329 164 589 222</box>
article-paragraph: অনুষ্ঠানে নবীন শিক্ষার্থীদের বিশ্ববিদ্যালয়ের নিয়মকানুন, একাডেমিক কার্যক্রম ও সুযোগ-সুবিধা সম্পর্কে অবহিত করা হয়। <box>605 1637 887 1665</box>
article-body <box>605 765 887 1062</box>
continued-label: শেষ পৃষ্ঠার পর <box>979 1174 1047 1188</box>
article-headline: বরেন্দ্র বিশ্ববিদ্যালয়ে <box>605 1475 887 1516</box>
continued-label: শেষ পৃষ্ঠার পর <box>425 1005 493 1019</box>
article-paragraph: এ ঘটনায় থানায় একটি অপমৃত্যু মামলা দায়ের করা হয়েছে। মৃত্যুর সঠিক কারণ জানতে ময়নাতদন্ত প্রতিবেদনের অপেক্ষায় রয়েছে পুলিশ। ঘটনার তদন্ত চলছে বলে জানান থানার ভারপ্রাপ্ত কর্মকর্তা। <box>329 288 589 346</box>
article <box>1139 445 1455 835</box>
article-body <box>605 1146 887 1458</box>
article-paragraph: তাদের আদালতের মাধ্যমে কারাগারে পাঠানো হয়েছে বলে জানায় পুলিশ। অভিযান অব্যাহত থাকবে বলেও জানানো হয়। <box>903 717 1123 760</box>
article-paragraph: আন্দোলনরত শিক্ষার্থীরা জানান, সিদ্ধান্তটি তাদের স্বার্থবিরোধী ছিল। তারা শান্তিপূর্ণভাবে তাদের দাবি তুলে ধরেন। শেষ পর্যন্ত কর্তৃপক্ষ তাদের দাবি মেনে নিয়েছে। <box>1139 560 1455 603</box>
article-body <box>605 163 887 317</box>
article-paragraph: রাজশাহী বিশ্ববিদ্যালয়ের সামাজিক বিজ্ঞান অনুষদের উদ্যোগে "Civic Engagement" শীর্ষক এক সেমিনার অনুষ্ঠিত হয়েছে। সেমিনারে মতপ্রকাশের স্বাধীনতা ও নাগরিক দায়িত্ব নিয়ে আলোচনা করা হয়। <box>605 1147 887 1205</box>
article-paragraph: চাষিরা জানান, এবার মৌসুমের শুরুতে দাম কম থাকলেও শেষ দিকে ভালো দাম পাচ্ছেন তারা। তবে উৎপাদন খরচ বেড়ে যাওয়ায় লাভের পরিমাণ খুব বেশি নয়। <box>605 449 887 492</box>
article-paragraph: কর্মসূচিতে সরকারি-বেসরকারি প্রতিষ্ঠান, শিক্ষাপ্রতিষ্ঠান ও সামাজিক সংগঠনের অংশগ্রহণ নিশ্চিত করার নির্দেশনা দেওয়া হয়। দিবসটি উপলক্ষে নগরীর গুরুত্বপূর্ণ স্থানগুলো সাজানো হবে। <box>1139 258 1455 301</box>
article-headline: জলাবদ্ধতা <box>903 96 1123 137</box>
article-paragraph: উপজেলা প্রকৌশলী জানান, এ অর্থবছরেই সড়কটির সংস্কার কাজ শুরুর পরিকল্পনা রয়েছে। বরাদ্দ পাওয়া গেলে দ্রুত কাজ শেষ করা হবে। <box>605 986 887 1029</box>
article-paragraph: অভিনব কৌশলে প্রতারণার অভিযোগে একজনকে গ্রেপ্তার করেছে পুলিশ। তিনি নিজেকে সরকারি কর্মকর্তা পরিচয় দিয়ে বিভিন্ন জনের কাছ থেকে টাকা হাতিয়ে নিতেন। <box>903 355 1123 413</box>
article-paragraph: পানি নিষ্কাশনের ব্যবস্থা না থাকায় নগরীর নিচু এলাকাগুলোতে জলাবদ্ধতা দেখা দিয়েছে। সিটি কর্পোরেশনের পরিচ্ছন্নতা কর্মীরা ড্রেন পরিষ্কারের কাজ করছেন। <box>903 164 1123 222</box>
article-paragraph: সেমিনারে মূল প্রবন্ধ উপস্থাপন করেন বিশ্ববিদ্যালয়ের একজন অধ্যাপক। তিনি বলেন, গণতান্ত্রিক সমাজে মতপ্রকাশের স্বাধীনতা অপরিহার্য। তবে এর সঙ্গে দায়িত্বশীলতাও জরুরি। <box>605 1209 887 1252</box>
continued-label: শেষ পৃষ্ঠার পর <box>979 331 1047 345</box>
article-paragraph: (প্রথম পৃষ্ঠার পর) মো. শামীম আলম শিক্ষক এবং এভাই নতুন শিক্ষার্থীদের সাথে মতবিনিময় করেন। <box>46 1134 312 1162</box>
article-headline: বড়াইগ্রামে <box>329 96 589 137</box>
article-paragraph: পুলিশ জানায়, গোপন সংবাদের ভিত্তিতে অভিযান চালিয়ে তাদের গ্রেপ্তার করা হয়। গ্রেপ্তারকৃতদের বিরুদ্ধে থানায় মামলা দায়ের করা হয়েছে। <box>903 655 1123 713</box>
continued-label: শেষ পৃষ্ঠার পর <box>145 1110 213 1124</box>
article-paragraph: সেমিনারে শিক্ষক, শিক্ষার্থী ও গবেষকরা অংশ নেন। তারা মতপ্রকাশের স্বাধীনতা রক্ষায় আইনি কাঠামো শক্তিশালী করার ওপর গুরুত্ব আরোপ করেন। <box>605 1303 887 1346</box>
article-paragraph: সার্বিক সেবার মান উন্নয়নে সবার সহযোগিতা কামনা করেছেন হাসপাতালের পরিচালক। তিনি বলেন, সবার সম্মিলিত প্রচেষ্টায় এ হাসপাতালকে একটি আদর্শ চিকিৎসাকেন্দ্রে পরিণত করা সম্ভব। <box>46 1617 312 1675</box>
article-paragraph: প্রধান অতিথির বক্তব্যে উপাচার্য বলেন, শিক্ষার্থীদের নিয়মিত ক্লাসে উপস্থিত থাকতে হবে এবং গবেষণায় মনোযোগী হতে হবে। বিশ্ববিদ্যালয় তাদের সব ধরনের সহযোগিতা করবে। <box>605 1590 887 1633</box>
article-paragraph: বাজার ঘুরে দেখা যায়, প্রতি মণ আম বিক্রি হচ্ছে জাত ও মানভেদে বিভিন্ন দামে। দেশের বিভিন্ন প্রান্ত থেকে পাইকাররা আম কিনতে আসছেন। <box>605 496 887 539</box>
article-body <box>605 1542 887 1839</box>
article-paragraph: আম মৌসুমের শেষ পর্যায়ে এসে বাজারে আমের দাম বেড়েছে। শেষ দিকে বাজারে আসা আশ্বিনা, ফজলি ও বারি-৪ জাতের আমের চাহিদা বেশি থাকায় দাম চড়া বলে জানান ব্যবসায়ীরা। <box>605 402 887 445</box>
article-paragraph: এছাড়া পৃথক অভিযানে বিভিন্ন মামলায় ওয়ারেন্টভুক্ত আসামিদেরও গ্রেপ্তার করা হয়েছে। তাদের আদালতের মাধ্যমে কারাগারে পাঠানো হয়েছে। <box>329 697 589 740</box>
article-headline: রামেক হাসপাতাল <box>46 1066 312 1107</box>
article-headline: ৫ আগস্টের <box>1139 96 1455 137</box>
article-body <box>1139 512 1455 826</box>
article-headline: রুয়েটে <box>903 954 1123 995</box>
article-paragraph: আশপাশের এলাকাতেও পানি নিষ্কাশনের পথ বন্ধ থাকায় বিপাকে পড়েছেন স্থানীয়রা। ঘরের পাশে স্তূপ করে রাখা ময়লা ও নর্দমার পানি মিশে বাতাসে ছড়াচ্ছে দুর্গন্ধ। সামান্য বৃষ্টিতেই রাস্তায় হাঁটু পানি জমে যাওয়ায় স্কুলগামী শিক্ষার্থী, কর্মজীবী মানুষ ও বয়স্কদের চলাচল কঠিন হয়ে পড়েছে। <box>46 494 312 567</box>
article-paragraph: গ্রামের একমাত্র সংযোগ সড়কটি দীর্ঘদিন সংস্কার না হওয়ায় চরম দুর্ভোগে পড়েছেন এলাকাবাসী। বর্ষায় সড়কটি কাদা-পানিতে একাকার হয়ে চলাচলের অনুপযোগী হয়ে পড়ে। <box>605 766 887 809</box>
article-body <box>903 1021 1123 1113</box>
article-body <box>903 354 1123 523</box>
article-paragraph: আয়োজকরা জানান, প্রতি বছর এ ধরনের আয়োজনের মাধ্যমে জেলার শিক্ষার্থীদের মধ্যে বন্ধন দৃঢ় করা হয়। আগামীতে আরও বড় পরিসরে আয়োজনের পরিকল্পনা রয়েছে। <box>329 1217 589 1275</box>
article-headline: অভিনব <box>903 287 1123 328</box>
article-paragraph: তিনি আরও বলেন, রোগীদের সুবিধার্থে জরুরি বিভাগে অতিরিক্ত চিকিৎসক ও নার্স নিয়োগ দেওয়া হয়েছে। আইসিইউ শয্যার সংখ্যা বাড়ানোর কাজ চলছে। ডায়ালাইসিস ও ক্যান্সার চিকিৎসা সেবাও সম্প্রসারণ করা হবে। <box>46 1290 312 1348</box>
article <box>329 458 589 953</box>
article <box>1139 843 1455 1122</box>
article <box>1139 96 1455 437</box>
article-paragraph: এলাকার বাসিন্দারা জানান, প্রতি বছর বর্ষা মৌসুমে একই ভোগান্তি পোহাতে হয়। বারবার কর্তৃপক্ষকে জানিয়েও স্থায়ী কোনো সমাধান মেলেনি। ড্রেনগুলো নিয়মিত পরিষ্কার না করায় পানি সরতে পারছে না। অনেক বাড়ির উঠানে ও রান্নাঘরে পানি ঢুকে পড়েছে। <box>46 571 312 644</box>
